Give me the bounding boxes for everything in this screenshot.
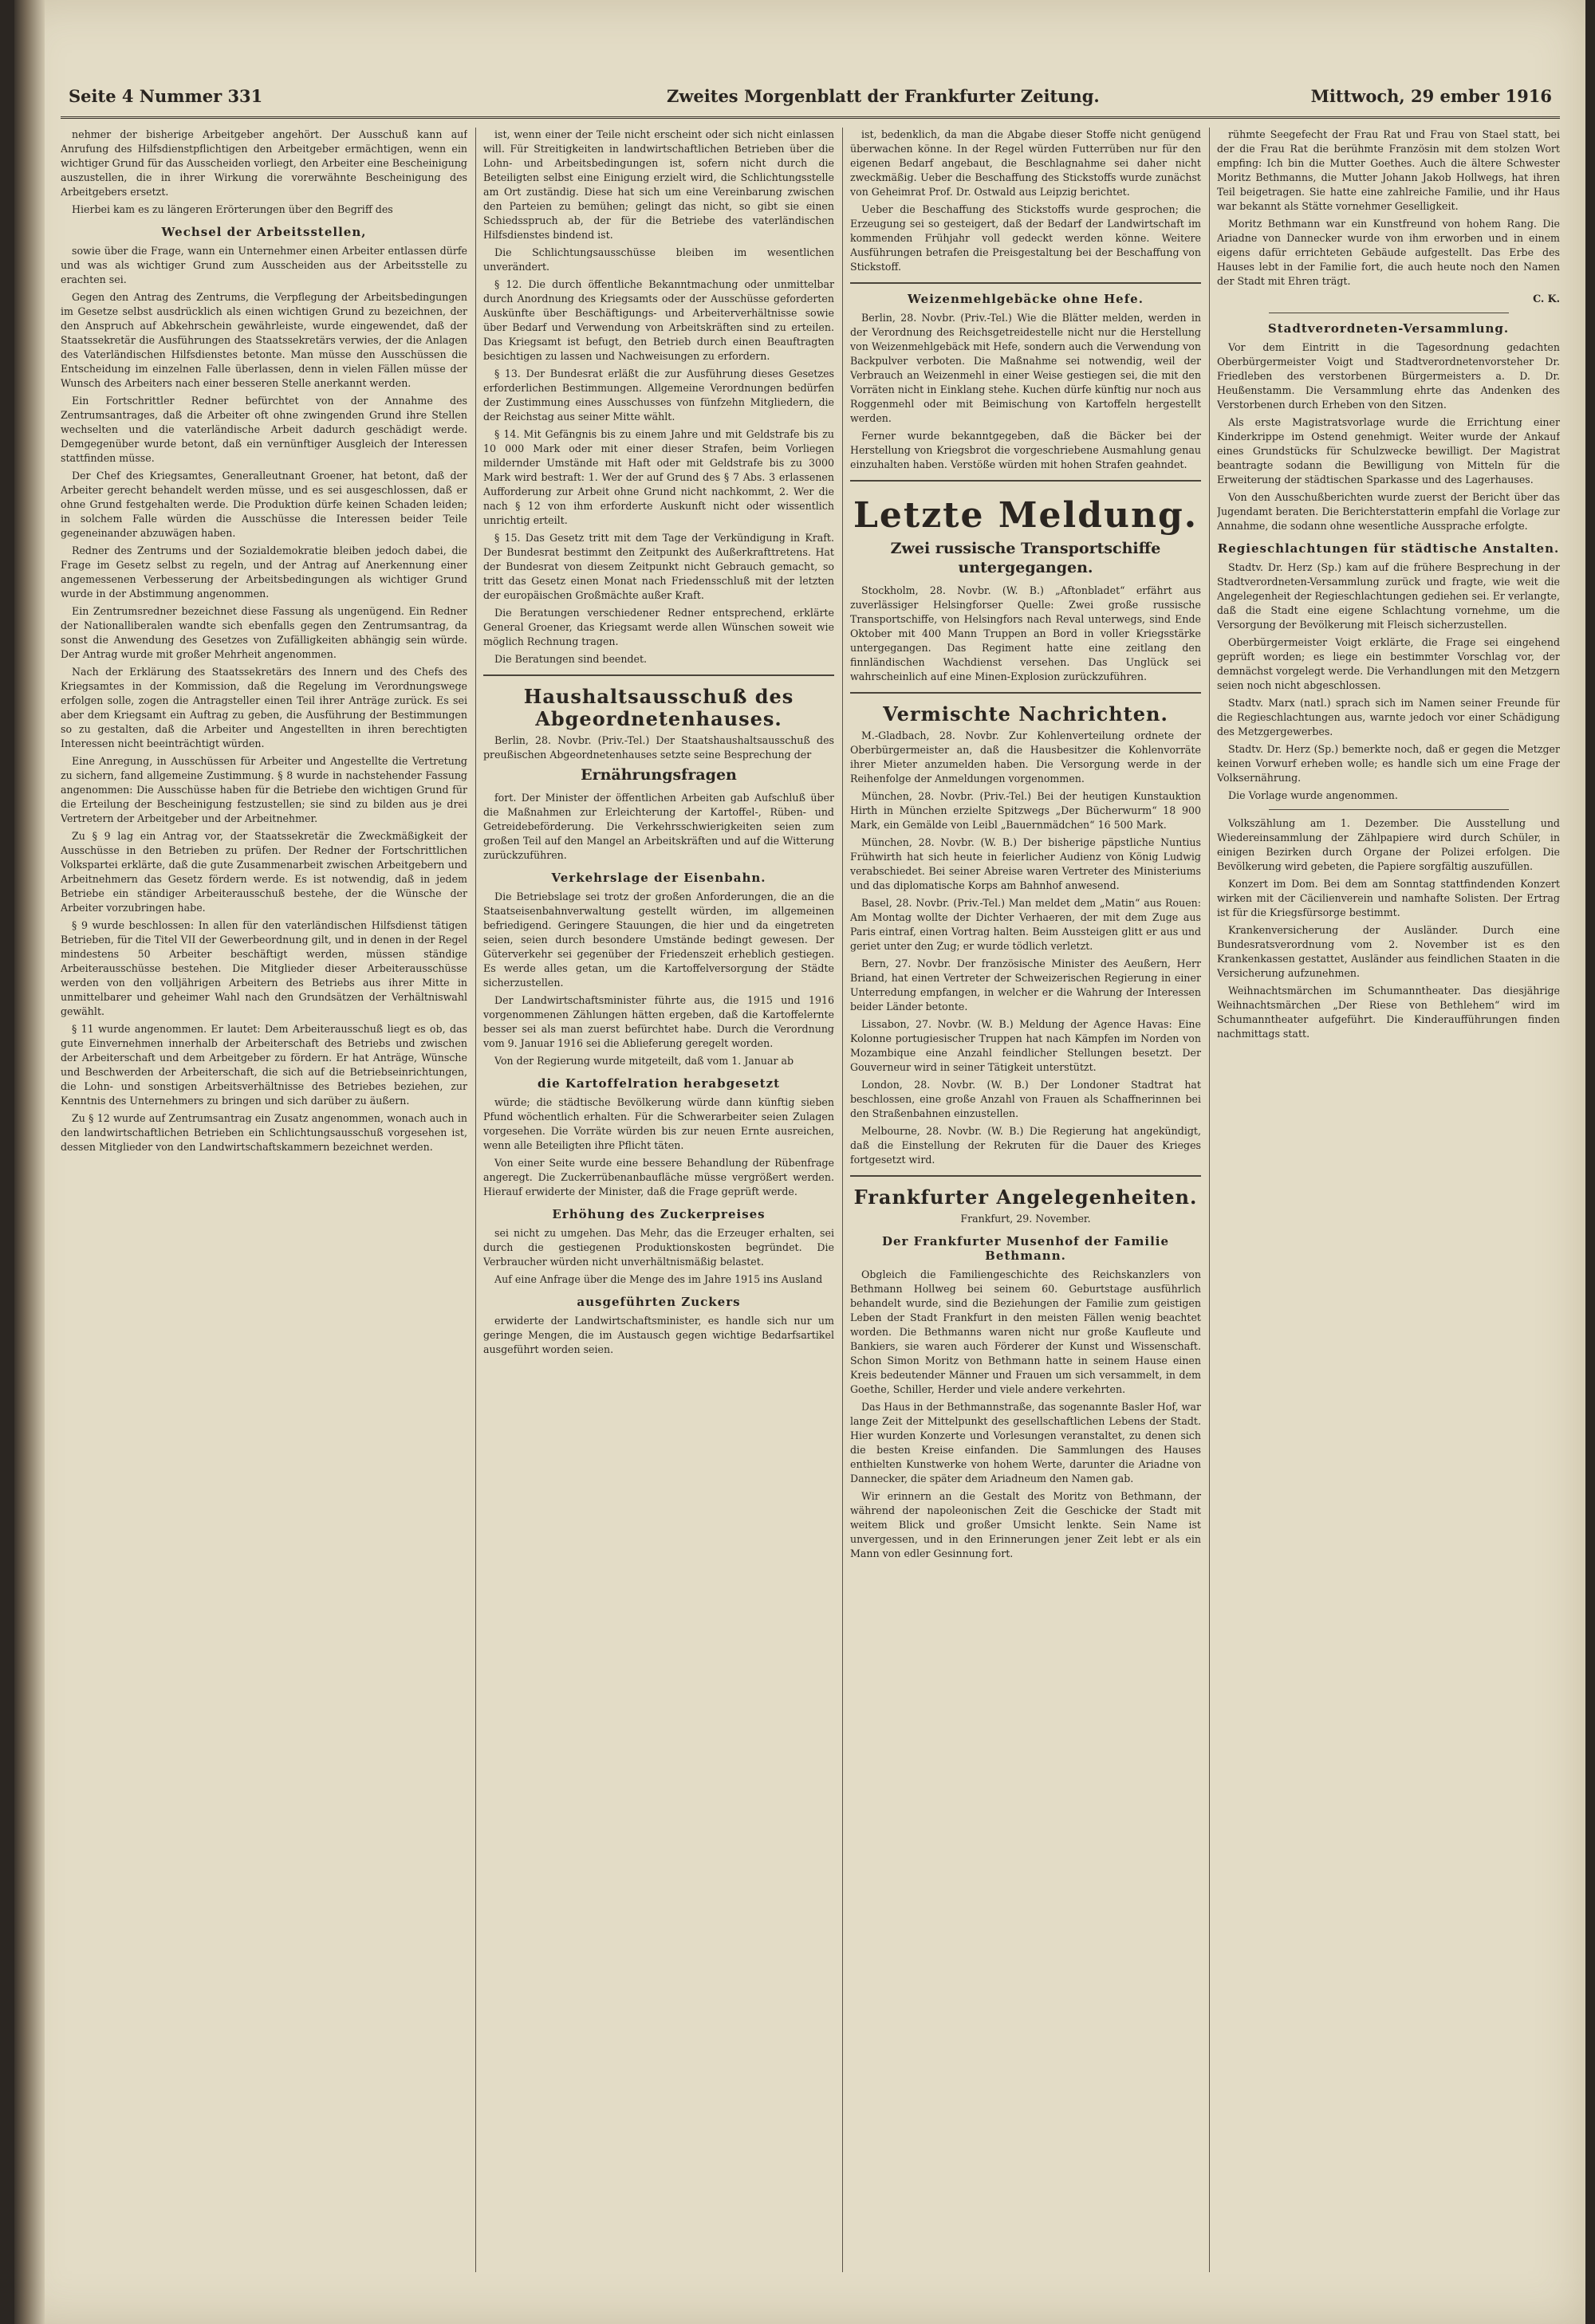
- paragraph: Krankenversicherung der Ausländer. Durch eine Bundesratsverordnung vom 2. November ist es den Krankenkassen gestattet, Ausländer aus feindlichen Staaten in die Versicherung aufzunehmen.: [1217, 924, 1560, 979]
- subheading: Stadtverordneten-Versammlung.: [1267, 321, 1510, 336]
- paragraph: Wir erinnern an die Gestalt des Moritz von Bethmann, der während der napoleonischen Zeit die Geschicke der Stadt mit weitem Blick und großer Umsicht lenkte. Sein Name ist unvergessen, und in den Erinnerungen jener Zeit lebt er als ein Mann von edler Gesinnung fort.: [850, 1490, 1201, 1559]
- page-number: Seite 4 Nummer 331: [69, 86, 263, 106]
- paragraph: Zu § 9 lag ein Antrag vor, der Staatssekretär die Zweckmäßigkeit der Ausschüsse in den Betrieben zu prüfen. Der Redner der Fortschrittlichen Volkspartei erklärte, daß die gute Zusammenarbeit zwischen Arbeitgebern und Arbeitnehmern das Gesetz fördern werde. Es ist notwendig, daß in jedem Betriebe ein ständiger Arbeiterausschuß bestehe, der die Wünsche der Arbeiter vorzubringen habe.: [61, 830, 467, 914]
- paragraph: ist, wenn einer der Teile nicht erscheint oder sich nicht einlassen will. Für Streitigkeiten in landwirtschaftlichen Betrieben über die Lohn- und Arbeitsbedingungen ist, sofern nicht durch die Beteiligten selbst eine Einigung erzielt wird, die Schlichtungsstelle am Ort zuständig. Diese hat sich um eine Vereinbarung zwischen den Parteien zu bemühen; gelingt das nicht, so gibt sie einen Schiedsspruch ab, der für die Betriebe des vaterländischen Hilfsdienstes bindend ist.: [483, 128, 834, 241]
- paragraph: Weihnachtsmärchen im Schumanntheater. Das diesjährige Weihnachtsmärchen „Der Riese von Bethlehem“ wird im Schumanntheater aufgeführt. Die Kinderaufführungen finden nachmittags statt.: [1217, 985, 1560, 1040]
- paragraph: § 12. Die durch öffentliche Bekanntmachung oder unmittelbar durch Anordnung des Kriegsamts oder der Ausschüsse geforderten Auskünfte über Beschäftigungs- und Arbeiterverhältnisse sowie über Bedarf und Verwendung von Arbeitskräften sind zu erteilen. Das Kriegsamt ist befugt, den Betrieb durch einen Beauftragten besichtigen zu lassen und Nachweisungen zu erfordern.: [483, 278, 834, 362]
- paragraph: Stockholm, 28. Novbr. (W. B.) „Aftonbladet“ erfährt aus zuverlässiger Helsingforser Quelle: Zwei große russische Transportschiffe, von Helsingfors nach Reval unterwegs, sind Ende Oktober mit 400 Mann Truppen an Bord in voller Kriegsstärke untergegangen. Das Regiment hatte eine zeitlang den finnländischen Wachdienst versehen. Das Unglück sei wahrscheinlich auf eine Minen-Explosion zurückzuführen.: [850, 584, 1201, 682]
- divider: [850, 692, 1201, 694]
- article-headline: Frankfurter Angelegenheiten.: [853, 1186, 1198, 1209]
- paragraph: Redner des Zentrums und der Sozialdemokratie bleiben jedoch dabei, die Frage im Gesetz selbst zu regeln, und der Antrag auf Anerkennung einer angemessenen Verbesserung der Arbeitsbedingungen als wichtiger Grund wurde in der Abstimmung angenommen.: [61, 545, 467, 600]
- paragraph: Volkszählung am 1. Dezember. Die Ausstellung und Wiedereinsammlung der Zählpapiere wird durch Schüler, in einigen Bezirken durch Organe der Polizei erfolgen. Die Bevölkerung wird gebeten, die Papiere sorgfältig auszufüllen.: [1217, 817, 1560, 872]
- paragraph: Zu § 12 wurde auf Zentrumsantrag ein Zusatz angenommen, wonach auch in den landwirtschaftlichen Betrieben ein Schlichtungsausschuß vorgesehen ist, dessen Mitglieder von den Landwirtschaftskammern bezeichnet werden.: [61, 1112, 467, 1153]
- subheading: Verkehrslage der Eisenbahn.: [551, 871, 766, 885]
- paragraph: fort. Der Minister der öffentlichen Arbeiten gab Aufschluß über die Maßnahmen zur Erleichterung der Kartoffel-, Rüben- und Getreidebeförderung. Die Verkehrsschwierigkeiten seien zum großen Teil auf den Mangel an Arbeitskräften und auf die Witterung zurückzuführen.: [483, 792, 834, 861]
- dateline: Frankfurt, 29. November.: [960, 1213, 1091, 1225]
- paragraph: München, 28. Novbr. (W. B.) Der bisherige päpstliche Nuntius Frühwirth hat sich heute in feierlicher Audienz von König Ludwig verabschiedet. Bei seiner Abreise waren Vertreter des Ministeriums und das diplomatische Korps am Bahnhof anwesend.: [850, 836, 1201, 891]
- paragraph: Die Beratungen verschiedener Redner entsprechend, erklärte General Groener, das Kriegsamt werde allen Wünschen soweit wie möglich Rechnung tragen.: [483, 607, 834, 647]
- paragraph: Bern, 27. Novbr. Der französische Minister des Aeußern, Herr Briand, hat einen Vertreter der Schweizerischen Regierung in einer Unterredung empfangen, in welcher er die Wahrung der Interessen beider Länder betonte.: [850, 958, 1201, 1013]
- paragraph: Das Haus in der Bethmannstraße, das sogenannte Basler Hof, war lange Zeit der Mittelpunkt des gesellschaftlichen Lebens der Stadt. Hier wurden Konzerte und Vorlesungen veranstaltet, zu denen sich die besten Kreise einfanden. Die Sammlungen des Hauses enthielten Kunstwerke von hohem Werte, darunter die Ariadne von Dannecker, die später dem Ariadneum den Namen gab.: [850, 1401, 1201, 1484]
- subheading: Der Frankfurter Musenhof der Familie Bethmann.: [881, 1234, 1170, 1263]
- subheading: Regieschlachtungen für städtische Anstalten.: [1217, 541, 1560, 556]
- column-1: [61, 128, 467, 2280]
- paragraph: Basel, 28. Novbr. (Priv.-Tel.) Man meldet dem „Matin“ aus Rouen: Am Montag wollte der Dichter Verhaeren, der mit dem Zuge aus Paris eintraf, einen Vortrag halten. Beim Aussteigen glitt er aus und geriet unter den Zug; er wurde tödlich verletzt.: [850, 897, 1201, 952]
- paragraph: München, 28. Novbr. (Priv.-Tel.) Bei der heutigen Kunstauktion Hirth in München erzielte Spitzwegs „Der Bücherwurm“ 18 900 Mark, ein Gemälde von Leibl „Bauernmädchen“ 16 500 Mark.: [850, 790, 1201, 831]
- subheading: Wechsel der Arbeitsstellen,: [161, 225, 367, 239]
- paragraph: erwiderte der Landwirtschaftsminister, es handle sich nur um geringe Mengen, die im Austausch gegen wichtige Bedarfsartikel ausgeführt worden seien.: [483, 1315, 834, 1355]
- paragraph: Die Vorlage wurde angenommen.: [1228, 789, 1398, 801]
- paragraph: Berlin, 28. Novbr. (Priv.-Tel.) Der Staatshaushaltsausschuß des preußischen Abgeordnetenhauses setzte seine Besprechung der: [483, 734, 834, 761]
- paragraph: Oberbürgermeister Voigt erklärte, die Frage sei eingehend geprüft worden; es liege ein bestimmter Vorschlag vor, der demnächst vorgelegt werde. Die Verhandlungen mit den Metzgern seien noch nicht abgeschlossen.: [1217, 636, 1560, 691]
- paragraph: Auf eine Anfrage über die Menge des im Jahre 1915 ins Ausland: [494, 1273, 823, 1285]
- paragraph: Stadtv. Dr. Herz (Sp.) kam auf die frühere Besprechung in der Stadtverordneten-Versammlung zurück und fragte, wie weit die Angelegenheit der Regieschlachtungen gediehen sei. Er verlangte, daß die Stadt eine eigene Schlachtung vornehme, um die Versorgung der Bevölkerung mit Fleisch sicherzustellen.: [1217, 561, 1560, 631]
- divider: [850, 480, 1201, 482]
- paragraph: Die Betriebslage sei trotz der großen Anforderungen, die an die Staatseisenbahnverwaltung gestellt würden, im allgemeinen befriedigend. Geringere Stauungen, die hier und da eingetreten seien, seien durch besondere Umstände bedingt gewesen. Der Güterverkehr sei gegenüber der Friedenszeit erheblich gestiegen. Es werde alles getan, um die Kartoffelversorgung der Städte sicherzustellen.: [483, 891, 834, 989]
- article-headline: Vermischte Nachrichten.: [883, 702, 1168, 726]
- paragraph: Konzert im Dom. Bei dem am Sonntag stattfindenden Konzert wirken mit der Cäcilienverein und namhafte Solisten. Der Ertrag ist für die Kriegsfürsorge bestimmt.: [1217, 878, 1560, 918]
- paragraph: London, 28. Novbr. (W. B.) Der Londoner Stadtrat hat beschlossen, eine große Anzahl von Frauen als Schaffnerinnen bei den Straßenbahnen einzustellen.: [850, 1079, 1201, 1119]
- column-3: [850, 128, 1201, 2280]
- paragraph: Die Schlichtungsausschüsse bleiben im wesentlichen unverändert.: [483, 246, 834, 273]
- divider: [483, 674, 834, 676]
- paragraph: § 15. Das Gesetz tritt mit dem Tage der Verkündigung in Kraft. Der Bundesrat bestimmt den Zeitpunkt des Außerkrafttretens. Hat der Bundesrat von diesem Zeitpunkt nicht Gebrauch gemacht, so tritt das Gesetz einen Monat nach Friedensschluß mit der letzten der europäischen Großmächte außer Kraft.: [483, 532, 834, 601]
- masthead: [61, 80, 1560, 119]
- paragraph: Melbourne, 28. Novbr. (W. B.) Die Regierung hat angekündigt, daß die Einstellung der Rekruten für die Dauer des Krieges fortgesetzt wird.: [850, 1125, 1201, 1166]
- paragraph: Stadtv. Marx (natl.) sprach sich im Namen seiner Freunde für die Regieschlachtungen aus, warnte jedoch vor einer Schädigung des Metzgergewerbes.: [1217, 697, 1560, 737]
- paragraph: § 14. Mit Gefängnis bis zu einem Jahre und mit Geldstrafe bis zu 10 000 Mark oder mit einer dieser Strafen, beim Vorliegen mildernder Umstände mit Haft oder mit Geldstrafe bis zu 3000 Mark wird bestraft: 1. Wer der auf Grund des § 7 Abs. 3 erlassenen Aufforderung zur Arbeit ohne Grund nicht nachkommt, 2. Wer die nach § 12 von ihm erforderte Auskunft nicht oder wissentlich unrichtig erteilt.: [483, 428, 834, 526]
- paragraph: ist, bedenklich, da man die Abgabe dieser Stoffe nicht genügend überwachen könne. In der Regel würden Futterrüben nur für den eigenen Bedarf angebaut, die Beschlagnahme sei daher nicht zweckmäßig. Ueber die Beschaffung des Stickstoffs wurde zunächst von Geheimrat Prof. Dr. Ostwald aus Leipzig berichtet.: [850, 128, 1201, 198]
- paragraph: Ein Zentrumsredner bezeichnet diese Fassung als ungenügend. Ein Redner der Nationalliberalen wandte sich ebenfalls gegen den Zentrumsantrag, da sonst die Anwendung des Gesetzes von Zufälligkeiten abhängig sein würde. Der Antrag wurde mit großer Mehrheit angenommen.: [61, 605, 467, 660]
- paragraph: Ferner wurde bekanntgegeben, daß die Bäcker bei der Herstellung von Kriegsbrot die vorgeschriebene Ausmahlung genau einzuhalten haben. Verstöße würden mit hohen Strafen geahndet.: [850, 430, 1201, 470]
- paragraph: § 13. Der Bundesrat erläßt die zur Ausführung dieses Gesetzes erforderlichen Bestimmungen. Allgemeine Verordnungen bedürfen der Zustimmung eines Ausschusses von fünfzehn Mitgliedern, die der Reichstag aus seiner Mitte wählt.: [483, 368, 834, 423]
- paragraph: rühmte Seegefecht der Frau Rat und Frau von Stael statt, bei der die Frau Rat die berühmte Französin mit dem stolzen Wort empfing: Ich bin die Mutter Goethes. Auch die ältere Schwester Moritz Bethmanns, die Mutter Johann Jakob Hollwegs, hat ihren Teil beigetragen. Sie hatte eine zahlreiche Familie, und ihr Haus war bekannt als Stätte vornehmer Geselligkeit.: [1217, 128, 1560, 212]
- column-2: [483, 128, 834, 2280]
- paragraph: Von der Regierung wurde mitgeteilt, daß vom 1. Januar ab: [494, 1055, 794, 1067]
- article-subheadline: Zwei russische Transportschiffe untergegangen.: [890, 540, 1161, 576]
- paragraph: Obgleich die Familiengeschichte des Reichskanzlers von Bethmann Hollweg bei seinem 60. Geburtstage ausführlich behandelt wurde, sind die Beziehungen der Familie zum geistigen Leben der Stadt Frankfurt in den meisten Fällen wenig beachtet worden. Die Bethmanns waren nicht nur große Kaufleute und Bankiers, sie waren auch Förderer der Kunst und Wissenschaft. Schon Simon Moritz von Bethmann hatte in seinem Hause einen Kreis bedeutender Männer und Frauen um sich versammelt, in dem Goethe, Schiller, Herder und viele andere verkehrten.: [850, 1268, 1201, 1395]
- paragraph: Als erste Magistratsvorlage wurde die Errichtung einer Kinderkrippe im Ostend genehmigt. Weiter wurde der Ankauf eines Grundstücks für Schulzwecke bewilligt. Der Magistrat beantragte sodann die Bewilligung von Mitteln für die Erweiterung der städtischen Sparkasse und des Lagerhauses.: [1217, 416, 1560, 486]
- newspaper-title: Zweites Morgenblatt der Frankfurter Zeitung.: [667, 86, 1100, 106]
- paragraph: Eine Anregung, in Ausschüssen für Arbeiter und Angestellte die Vertretung zu sichern, fand allgemeine Zustimmung. § 8 wurde in nachstehender Fassung angenommen: Die Ausschüsse haben für die Betriebe den wichtigen Grund für die Erteilung der Bescheinigung festzustellen; sie sind zu bilden aus je drei Vertretern der Arbeitgeber und der Arbeitnehmer.: [61, 755, 467, 824]
- paragraph: Von den Ausschußberichten wurde zuerst der Bericht über das Jugendamt beraten. Die Berichterstatterin empfahl die Vorlage zur Annahme, die sodann ohne wesentliche Aussprache erfolgte.: [1217, 491, 1560, 532]
- paragraph: sei nicht zu umgehen. Das Mehr, das die Erzeuger erhalten, sei durch die gestiegenen Produktionskosten begründet. Die Verbraucher würden nicht unverhältnismäßig belastet.: [483, 1227, 834, 1268]
- column-4: [1217, 128, 1560, 2280]
- book-binding: [14, 0, 45, 2324]
- paragraph: nehmer der bisherige Arbeitgeber angehört. Der Ausschuß kann auf Anrufung des Hilfsdienstpflichtigen den Arbeitgeber ermächtigen, wenn ein wichtiger Grund für das Ausscheiden vorliegt, den Arbeiter eine Bescheinigung auszustellen, die in ihrer Wirkung die vorerwähnte Bescheinigung des Arbeitgebers ersetzt.: [61, 128, 467, 198]
- subheading: ausgeführten Zuckers: [577, 1295, 741, 1309]
- paragraph: Vor dem Eintritt in die Tagesordnung gedachten Oberbürgermeister Voigt und Stadtverordnetenvorsteher Dr. Friedleben des verstorbenen Bürgermeisters a. D. Dr. Heußenstamm. Die Versammlung ehrte das Andenken des Verstorbenen durch Erheben von den Sitzen.: [1217, 341, 1560, 411]
- paragraph: Hierbei kam es zu längeren Erörterungen über den Begriff des: [72, 203, 393, 215]
- article-subheadline: Ernährungsfragen: [581, 766, 737, 784]
- divider: [850, 1175, 1201, 1177]
- paragraph: sowie über die Frage, wann ein Unternehmer einen Arbeiter entlassen dürfe und was als wichtiger Grund zum Ausscheiden aus der Arbeitsstelle zu erachten sei.: [61, 245, 467, 285]
- newspaper-page: [14, 0, 1585, 2324]
- paragraph: Berlin, 28. Novbr. (Priv.-Tel.) Wie die Blätter melden, werden in der Verordnung des Reichsgetreidestelle nicht nur die Herstellung von Weizenmehlgebäck mit Hefe, sondern auch die Verwendung von Backpulver verboten. Die Maßnahme sei notwendig, weil der Verbrauch an Weizenmehl in einer Weise gestiegen sei, die mit den Vorräten nicht in Einklang stehe. Kuchen dürfe künftig nur noch aus Roggenmehl oder mit Beimischung von Kartoffeln hergestellt werden.: [850, 312, 1201, 424]
- column-rule: [475, 128, 476, 2272]
- article-headline: Haushaltsausschuß des Abgeordnetenhauses.: [523, 685, 794, 730]
- divider: [1269, 809, 1509, 810]
- paragraph: Moritz Bethmann war ein Kunstfreund von hohem Rang. Die Ariadne von Dannecker wurde von ihm erworben und in einem eigens dafür errichteten Gebäude aufgestellt. Das Erbe des Hauses lebt in der Familie fort, die auch heute noch den Namen der Stadt mit Ehren trägt.: [1217, 218, 1560, 287]
- column-rule: [842, 128, 843, 2272]
- paragraph: würde; die städtische Bevölkerung würde dann künftig sieben Pfund wöchentlich erhalten. Für die Schwerarbeiter seien Zulagen vorgesehen. Die Vorräte würden bis zur neuen Ernte ausreichen, wenn alle Beteiligten ihre Pflicht täten.: [483, 1096, 834, 1151]
- subheading: Weizenmehlgebäcke ohne Hefe.: [908, 292, 1144, 306]
- paragraph: Stadtv. Dr. Herz (Sp.) bemerkte noch, daß er gegen die Metzger keinen Vorwurf erheben wolle; es handle sich um eine Frage der Volksernährung.: [1217, 743, 1560, 784]
- issue-date: Mittwoch, 29 ember 1916: [1310, 86, 1552, 106]
- paragraph: Ueber die Beschaffung des Stickstoffs wurde gesprochen; die Erzeugung sei so gesteigert, daß der Bedarf der Landwirtschaft im kommenden Frühjahr voll gedeckt werden könne. Weitere Ausführungen betrafen die Preisgestaltung bei der Beschaffung von Stickstoff.: [850, 203, 1201, 273]
- author-signature: C. K.: [1533, 293, 1560, 305]
- paragraph: § 11 wurde angenommen. Er lautet: Dem Arbeiterausschuß liegt es ob, das gute Einvernehmen innerhalb der Arbeiterschaft des Betriebs und zwischen der Arbeiterschaft und dem Arbeitgeber zu fördern. Er hat Anträge, Wünsche und Beschwerden der Arbeiterschaft, die sich auf die Betriebseinrichtungen, die Lohn- und sonstigen Arbeitsverhältnisse des Betriebes beziehen, zur Kenntnis des Unternehmers zu bringen und sich darüber zu äußern.: [61, 1023, 467, 1107]
- paragraph: Von einer Seite wurde eine bessere Behandlung der Rübenfrage angeregt. Die Zuckerrübenanbaufläche müsse vergrößert werden. Hierauf erwiderte der Minister, daß die Frage geprüft werde.: [483, 1157, 834, 1197]
- article-headline: Letzte Meldung.: [853, 495, 1199, 536]
- paragraph: Die Beratungen sind beendet.: [494, 653, 648, 665]
- paragraph: Der Chef des Kriegsamtes, Generalleutnant Groener, hat betont, daß der Arbeiter gerecht behandelt werden müsse, und es sei ausgeschlossen, daß er ohne Grund festgehalten werde. Die Produktion dürfe keinen Schaden leiden; in solchem Falle würden die Ausschüsse die Interessen beider Teile gegeneinander abzuwägen haben.: [61, 470, 467, 539]
- subheading: die Kartoffelration herabgesetzt: [537, 1076, 781, 1091]
- paragraph: Ein Fortschrittler Redner befürchtet von der Annahme des Zentrumsantrages, daß die Arbeiter oft ohne zwingenden Grund ihre Stellen wechselten und die vaterländische Arbeit dadurch geschädigt werde. Demgegenüber wurde betont, daß ein vernünftiger Ausgleich der Interessen stattfinden müsse.: [61, 395, 467, 464]
- paragraph: M.-Gladbach, 28. Novbr. Zur Kohlenverteilung ordnete der Oberbürgermeister an, daß die Hausbesitzer die Kohlenvorräte ihrer Mieter anzumelden haben. Die Versorgung werde in der Reihenfolge der Anmeldungen vorgenommen.: [850, 729, 1201, 784]
- paragraph: Nach der Erklärung des Staatssekretärs des Innern und des Chefs des Kriegsamtes in der Kommission, daß die Regelung im Verordnungswege erfolgen solle, zogen die Antragsteller einen Teil ihrer Anträge zurück. Es sei aber dem Kriegsamt ein Auftrag zu geben, die Ausführung der Bestimmungen so zu gestalten, daß die Arbeiter und Angestellten in ihren berechtigten Interessen nicht beeinträchtigt würden.: [61, 666, 467, 749]
- paragraph: Lissabon, 27. Novbr. (W. B.) Meldung der Agence Havas: Eine Kolonne portugiesischer Truppen hat nach Kämpfen im Norden von Mozambique eine Anzahl feindlicher Stellungen besetzt. Der Gouverneur wird in seiner Tätigkeit unterstützt.: [850, 1018, 1201, 1073]
- paragraph: Der Landwirtschaftsminister führte aus, die 1915 und 1916 vorgenommenen Zählungen hätten ergeben, daß die Kartoffelernte besser sei als man zuerst befürchtet habe. Durch die Verordnung vom 9. Januar 1916 sei die Ablieferung geregelt worden.: [483, 994, 834, 1049]
- paragraph: § 9 wurde beschlossen: In allen für den vaterländischen Hilfsdienst tätigen Betrieben, für die Titel VII der Gewerbeordnung gilt, und in denen in der Regel mindestens 50 Arbeiter beschäftigt werden, müssen ständige Arbeiterausschüsse bestehen. Die Mitglieder dieser Arbeiterausschüsse werden von den volljährigen Arbeitern des Betriebs aus ihrer Mitte in unmittelbarer und geheimer Wahl nach den Grundsätzen der Verhältniswahl gewählt.: [61, 919, 467, 1017]
- divider: [850, 282, 1201, 284]
- column-rule: [1209, 128, 1210, 2272]
- paragraph: Gegen den Antrag des Zentrums, die Verpflegung der Arbeitsbedingungen im Gesetze selbst ausdrücklich als einen wichtigen Grund zu bezeichnen, der den Anspruch auf Abkehrschein gewährleiste, wurde eingewendet, daß der Staatssekretär die Ausführungen des Staatssekretärs verwies, der die Anlagen des Vaterländischen Hilfsdienstes betonte. Man müsse den Ausschüssen die Entscheidung im einzelnen Falle überlassen, denn in vielen Fällen müsse der Wunsch des Arbeiters nach einer besseren Stelle anerkannt werden.: [61, 291, 467, 389]
- subheading: Erhöhung des Zuckerpreises: [552, 1207, 766, 1221]
